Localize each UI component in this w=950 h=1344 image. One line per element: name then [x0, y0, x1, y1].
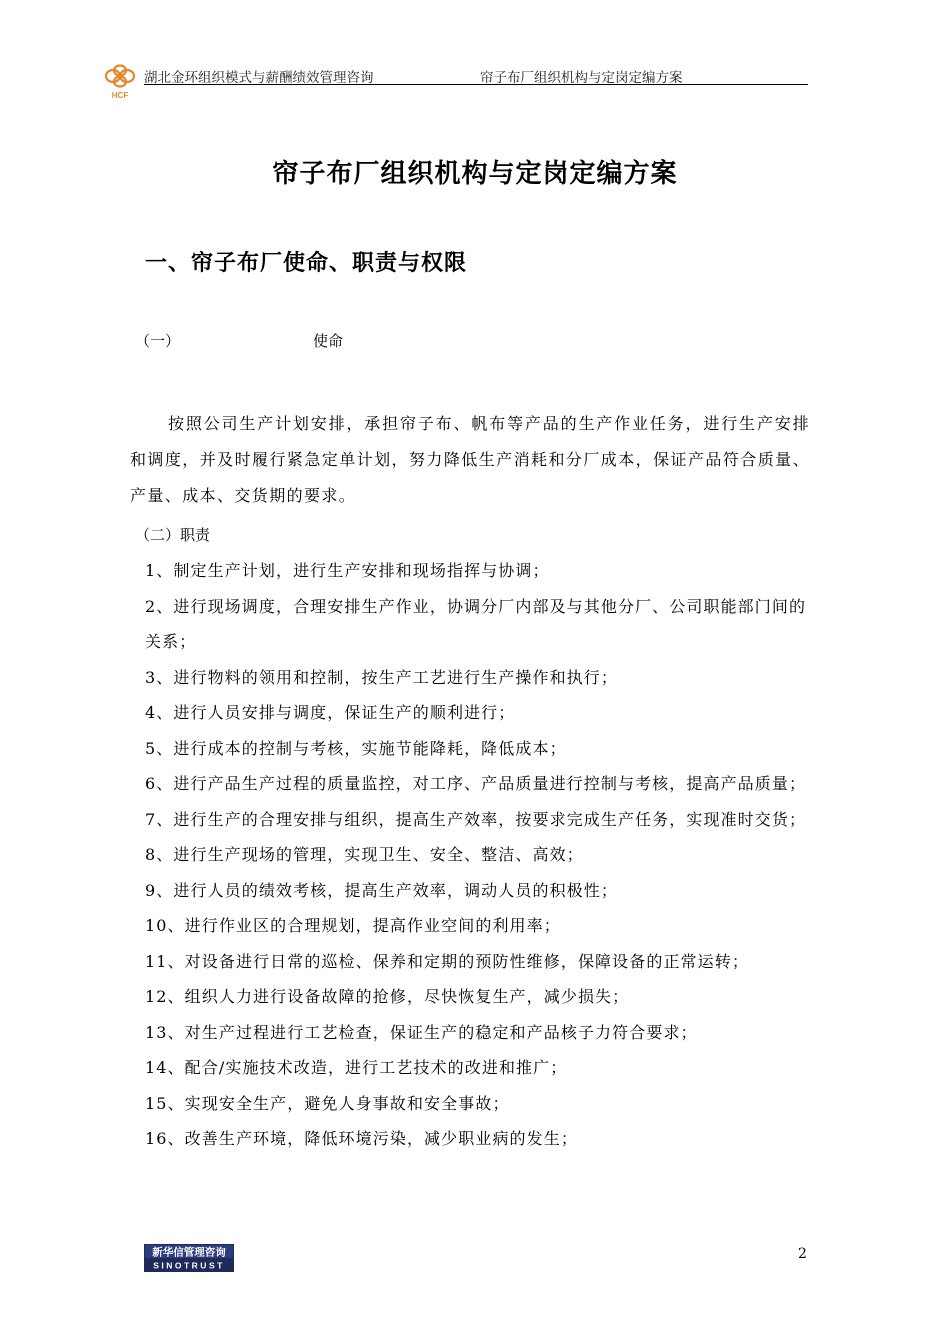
duty-item: 9、进行人员的绩效考核，提高生产效率，调动人员的积极性； [145, 880, 618, 900]
duty-item: 2、进行现场调度，合理安排生产作业，协调分厂内部及与其他分厂、公司职能部门间的关系； [145, 596, 807, 651]
duties-list [145, 553, 815, 1157]
sinotrust-logo-en: SINOTRUST [153, 1260, 225, 1271]
duty-item: 14、配合/实施技术改造，进行工艺技术的改进和推广； [145, 1058, 568, 1077]
subsection-mission-label: （一） [135, 332, 181, 350]
sinotrust-logo [144, 1244, 234, 1272]
section-heading: 一、帘子布厂使命、职责与权限 [145, 251, 468, 276]
header-document-name: 帘子布厂组织机构与定岗定编方案 [480, 70, 683, 86]
document-title: 帘子布厂组织机构与定岗定编方案 [272, 159, 678, 189]
duty-item: 15、实现安全生产，避免人身事故和安全事故； [145, 1093, 510, 1113]
duty-item: 5、进行成本的控制与考核，实施节能降耗，降低成本； [145, 738, 567, 758]
duty-item: 7、进行生产的合理安排与组织，提高生产效率，按要求完成生产任务，实现准时交货； [145, 809, 807, 829]
duty-item: 11、对设备进行日常的巡检、保养和定期的预防性维修，保障设备的正常运转； [145, 951, 749, 971]
sinotrust-logo-cn: 新华信管理咨询 [152, 1246, 226, 1259]
duty-item: 12、组织人力进行设备故障的抢修，尽快恢复生产，减少损失； [145, 987, 630, 1006]
duty-item: 10、进行作业区的合理规划，提高作业空间的利用率； [145, 916, 561, 935]
duty-item: 8、进行生产现场的管理，实现卫生、安全、整洁、高效； [145, 845, 584, 864]
page-header [98, 62, 808, 102]
mission-paragraph: 按照公司生产计划安排，承担帘子布、帆布等产品的生产作业任务，进行生产安排和调度，并及时履行紧急定单计划，努力降低生产消耗和分厂成本，保证产品符合质量、产量、成本、交货期的要求。 [130, 414, 810, 505]
page-number: 2 [798, 1246, 807, 1262]
header-rule [144, 84, 808, 85]
duty-item: 4、进行人员安排与调度，保证生产的顺利进行； [145, 703, 516, 722]
duty-item: 13、对生产过程进行工艺检查，保证生产的稳定和产品核子力符合要求； [145, 1022, 698, 1042]
duty-item: 6、进行产品生产过程的质量监控，对工序、产品质量进行控制与考核，提高产品质量； [145, 774, 807, 793]
duty-item: 1、制定生产计划，进行生产安排和现场指挥与协调； [145, 561, 550, 580]
subsection-mission [135, 330, 344, 351]
subsection-mission-title: 使命 [313, 332, 344, 350]
subsection-duties-label: （二）职责 [135, 526, 211, 544]
duty-item: 3、进行物料的领用和控制，按生产工艺进行生产操作和执行； [145, 667, 618, 687]
header-company-name: 湖北金环组织模式与薪酬绩效管理咨询 [144, 70, 374, 86]
duty-item: 16、改善生产环境，降低环境污染，减少职业病的发生； [145, 1129, 578, 1148]
hcf-logo [98, 64, 142, 102]
hcf-logo-text: HCF [111, 91, 129, 100]
